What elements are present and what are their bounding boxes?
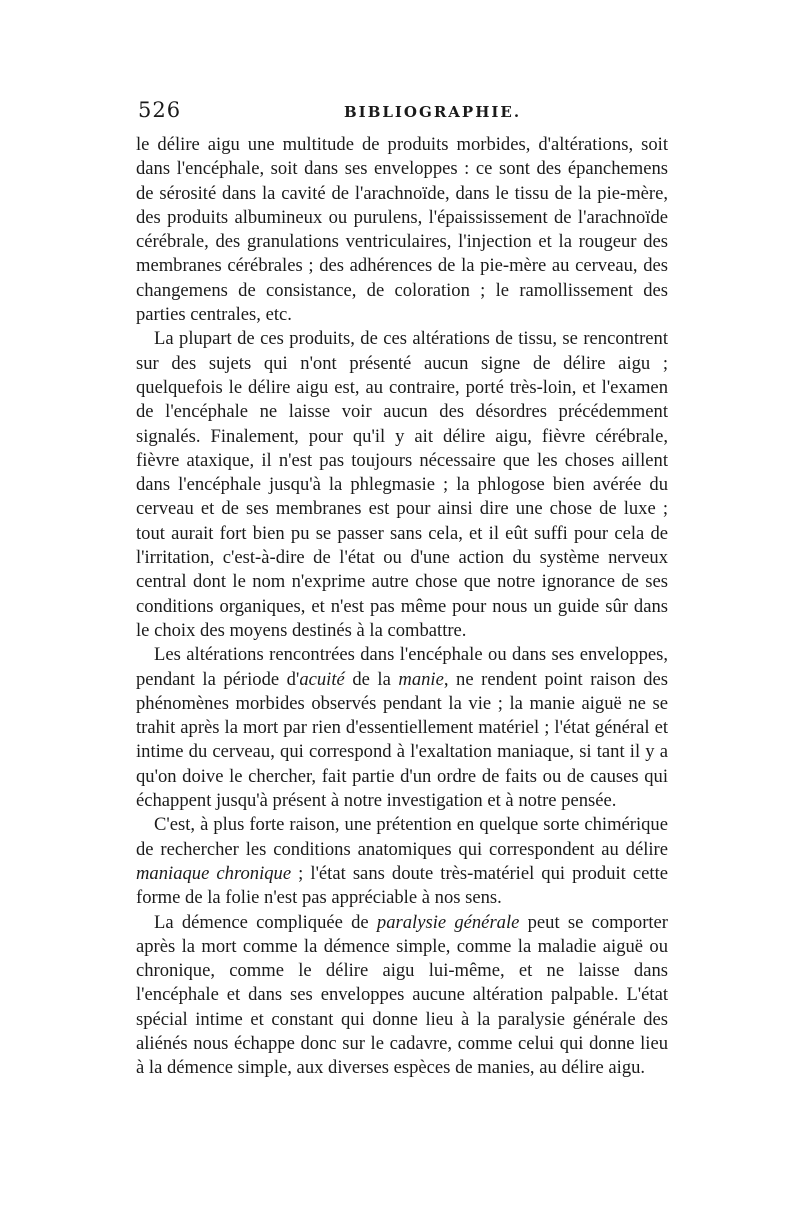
italic-term: manie xyxy=(398,668,444,690)
page-number: 526 xyxy=(138,98,182,122)
paragraph-5: La démence compliquée de paralysie générale peut se comporter après la mort comme la démence simple, comme la maladie aiguë ou chronique, comme le délire aigu lui-même, et ne laisse dans l'encéphale et dans ses enveloppes aucune altération palpable. L'état spécial intime et constant qui donne lieu à la paralysie générale des aliénés nous échappe donc sur le cadavre, comme celui qui donne lieu à la démence simple, aux diverses espèces de manies, au délire aigu. xyxy=(136,911,668,1079)
body-text xyxy=(136,133,668,1081)
italic-term: acuité xyxy=(299,668,345,690)
italic-term: paralysie générale xyxy=(376,911,520,933)
page-header xyxy=(136,100,676,124)
italic-term: maniaque chronique xyxy=(136,862,292,884)
paragraph-1: le délire aigu une multitude de produits morbides, d'altérations, soit dans l'encéphale, soit dans ses enveloppes : ce sont des épanchemens de sérosité dans la cavité de l'arachnoïde, dans le tissu de la pie-mère, des produits albumineux ou purulens, l'épaississement de l'arachnoïde cérébrale, des granulations ventriculaires, l'injection et la rougeur des membranes cérébrales ; des adhérences de la pie-mère au cerveau, des changemens de consistance, de coloration ; le ramollissement des parties centrales, etc. xyxy=(136,134,668,326)
paragraph-3: Les altérations rencontrées dans l'encéphale ou dans ses enveloppes, pendant la période d'acuité de la manie, ne rendent point raison des phénomènes morbides observés pendant la vie ; la manie aiguë ne se trahit après la mort par rien d'essentiellement matériel ; l'état général et intime du cerveau, qui correspond à l'exaltation maniaque, si tant il y a qu'on doive le chercher, fait partie d'un ordre de faits ou de causes qui échappent jusqu'à présent à notre investigation et à notre pensée. xyxy=(136,644,668,812)
running-title: BIBLIOGRAPHIE. xyxy=(344,103,522,121)
paragraph-2: La plupart de ces produits, de ces altérations de tissu, se rencontrent sur des sujets qui n'ont présenté aucun signe de délire aigu ; quelquefois le délire aigu est, au contraire, porté très-loin, et l'examen de l'encéphale ne laisse voir aucun des désordres précédemment signalés. Finalement, pour qu'il y ait délire aigu, fièvre cérébrale, fièvre ataxique, il n'est pas toujours nécessaire que les choses aillent dans l'encéphale jusqu'à la phlegmasie ; la phlogose bien avérée du cerveau et de ses membranes est pour ainsi dire une chose de luxe ; tout aurait fort bien pu se passer sans cela, et il eût suffi pour cela de l'irritation, c'est-à-dire de l'état ou d'une action du système nerveux central dont le nom n'exprime autre chose que notre ignorance de ses conditions organiques, et n'est pas même pour nous un guide sûr dans le choix des moyens destinés à la combattre. xyxy=(136,328,668,641)
paragraph-4: C'est, à plus forte raison, une prétention en quelque sorte chimérique de rechercher les conditions anatomiques qui correspondent au délire maniaque chronique ; l'état sans doute très-matériel qui produit cette forme de la folie n'est pas appréciable à nos sens. xyxy=(136,814,668,909)
